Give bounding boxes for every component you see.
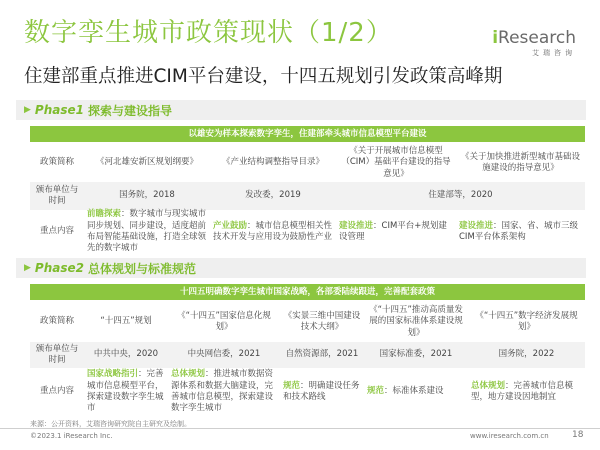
phase2-policy-row: 政策简称 “十四五”规划 《“十四五”国家信息化规划》 《实景三维中国建设技术大纲》 《“十四五”推动高质量发展的国家标准体系建设规划》 《“十四五”数字经济发展规划》 xyxy=(39,304,578,338)
phase1-policy-row: 政策简称 《河北雄安新区规划纲要》 《产业结构调整指导目录》 《关于开展城市信息模型（CIM）基础平台建设的指导意见》 《关于加快推进新型城市基础设施建设的指导意见》 xyxy=(39,145,580,179)
iresearch-logo: iResearch 艾瑞咨询 xyxy=(492,28,576,57)
page-subtitle: 住建部重点推进CIM平台建设，十四五规划引发政策高峰期 xyxy=(24,66,503,87)
phase1-content-row: 重点内容 前瞻探索：数字城市与现实城市同步规划、同步建设，适度超前布局智能基础设施，打造全球领先的数字城市 产业鼓励：城市信息模型相关性技术开发与应用设为鼓励性产业 建设推进：CIM平台+规划建设管理 建设推进：国家、省、城市三级CIM平台体系架构 xyxy=(39,209,579,254)
triangle-icon: ▶ xyxy=(24,263,31,273)
source-note: 来源：公开资料，艾瑞咨询研究院自主研究及绘制。 xyxy=(30,420,191,428)
phase1-issuer-row: 颁布单位与 时间 国务院，2018 发改委，2019 住建部等，2020 xyxy=(30,182,585,210)
page-title: 数字孪生城市政策现状（1/2） xyxy=(24,18,393,48)
phase2-issuer-row: 颁布单位与 时间 中共中央，2020 中央网信委，2021 自然资源部，2021 国家标准委，2021 国务院，2022 xyxy=(30,342,585,368)
footer-divider xyxy=(0,428,600,429)
phase1-header: ▶ Phase1 探索与建设指导 xyxy=(16,100,586,120)
triangle-icon: ▶ xyxy=(24,105,31,115)
phase1-banner: 以雄安为样本探索数字孪生，住建部牵头城市信息模型平台建设 xyxy=(30,126,585,142)
website-link[interactable]: www.iresearch.com.cn xyxy=(470,432,549,440)
phase2-header: ▶ Phase2 总体规划与标准规范 xyxy=(16,258,586,278)
phase2-banner: 十四五明确数字孪生城市国家战略，各部委陆续跟进，完善配套政策 xyxy=(30,284,585,300)
phase2-content-row: 重点内容 国家战略指引：完善城市信息模型平台，探索建设数字孪生城市 总体规划：推进城市数据资源体系和数据大脑建设，完善城市信息模型，探索建设数字孪生城市 规范：明确建设任务和技术路线 规范：标准体系建设 总体规划：完善城市信息模型，地方建设因地制宜 xyxy=(39,369,574,414)
page-number: 18 xyxy=(572,430,584,440)
copyright: ©2023.1 iResearch Inc. xyxy=(30,432,113,440)
